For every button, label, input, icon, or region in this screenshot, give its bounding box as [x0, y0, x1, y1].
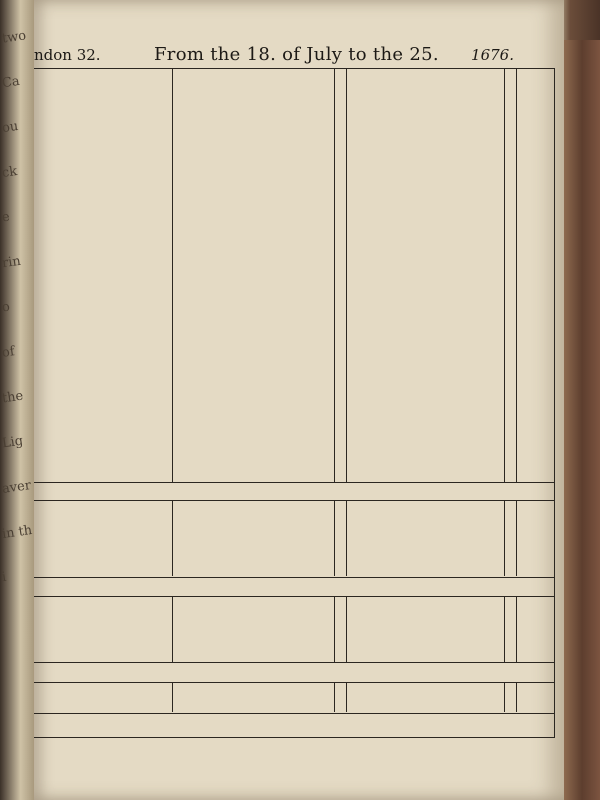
column-rule: [334, 68, 335, 482]
parish-name: [354, 516, 482, 529]
parish-name: [180, 528, 308, 541]
column-rule: [516, 682, 517, 712]
column-rule: [172, 596, 173, 662]
left-page-fragment: aver: [1, 478, 32, 497]
left-page-fragment: in th: [1, 522, 34, 543]
book-cover-edge: [564, 40, 600, 800]
parish-name: [36, 613, 132, 626]
left-page-fragment: i: [0, 569, 8, 586]
parish-name: [36, 600, 132, 613]
left-page-fragment: two: [1, 28, 28, 47]
left-page-fragment: ck: [1, 164, 19, 181]
parish-name: [36, 626, 132, 639]
rule: [34, 682, 554, 683]
parish-name: [354, 541, 482, 554]
left-page-fragment: e: [0, 209, 11, 226]
parish-name: [36, 699, 132, 712]
parish-name: [354, 613, 482, 626]
left-page-fragment: ou: [1, 118, 20, 137]
column-rule: [346, 596, 347, 662]
left-page-fragment: o: [0, 299, 11, 316]
rule: [34, 713, 554, 714]
parish-name: [180, 541, 308, 554]
parish-name: [36, 463, 132, 476]
left-page-fragment: rin: [1, 253, 22, 272]
parish-name: [36, 516, 132, 529]
column-rule: [516, 596, 517, 662]
page-year: 1676.: [471, 46, 514, 64]
parish-name: [36, 528, 132, 541]
parish-name: [354, 699, 482, 712]
column-rule: [334, 596, 335, 662]
parish-name: [180, 699, 308, 712]
page-title: From the 18. of July to the 25.: [154, 44, 439, 65]
left-page-fragment: the: [1, 388, 25, 407]
parish-name: [180, 451, 308, 464]
rule: [34, 596, 554, 597]
parish-name: [180, 553, 308, 566]
column-rule: [334, 682, 335, 712]
rule: [34, 662, 554, 663]
parish-name: [36, 541, 132, 554]
rule: [34, 577, 554, 578]
parish-name: [354, 451, 482, 464]
parish-name: [354, 504, 482, 517]
left-page-fragment: Lig: [1, 433, 25, 452]
column-rule: [504, 596, 505, 662]
parish-name: [180, 600, 308, 613]
parish-name: [180, 686, 308, 699]
column-rule: [516, 68, 517, 482]
left-page-fragment: of: [1, 344, 16, 361]
column-rule: [504, 682, 505, 712]
parish-name: [36, 553, 132, 566]
left-page-edge: [0, 0, 34, 800]
parish-name: [354, 686, 482, 699]
parish-name: [180, 626, 308, 639]
parish-name: [180, 504, 308, 517]
parish-name: [180, 516, 308, 529]
parish-name: [180, 639, 308, 652]
column-rule: [334, 500, 335, 576]
column-rule: [516, 500, 517, 576]
column-rule: [172, 68, 173, 482]
parish-name: [36, 639, 132, 652]
page-header: [34, 44, 554, 66]
column-rule: [346, 68, 347, 482]
parish-name: [354, 639, 482, 652]
parish-name: [36, 686, 132, 699]
bill-of-mortality-page: [34, 0, 564, 800]
parish-name: [354, 600, 482, 613]
column-rule: [346, 682, 347, 712]
column-rule: [346, 500, 347, 576]
column-rule: [172, 682, 173, 712]
parish-name: [354, 553, 482, 566]
parish-name: [354, 626, 482, 639]
rule: [34, 500, 554, 501]
rule: [34, 482, 554, 483]
column-rule: [172, 500, 173, 576]
column-rule: [504, 68, 505, 482]
parish-name: [36, 504, 132, 517]
left-page-fragment: Ca: [1, 73, 21, 92]
parish-name: [180, 613, 308, 626]
page-number: ndon 32.: [34, 46, 101, 64]
parish-name: [354, 528, 482, 541]
column-rule: [504, 500, 505, 576]
